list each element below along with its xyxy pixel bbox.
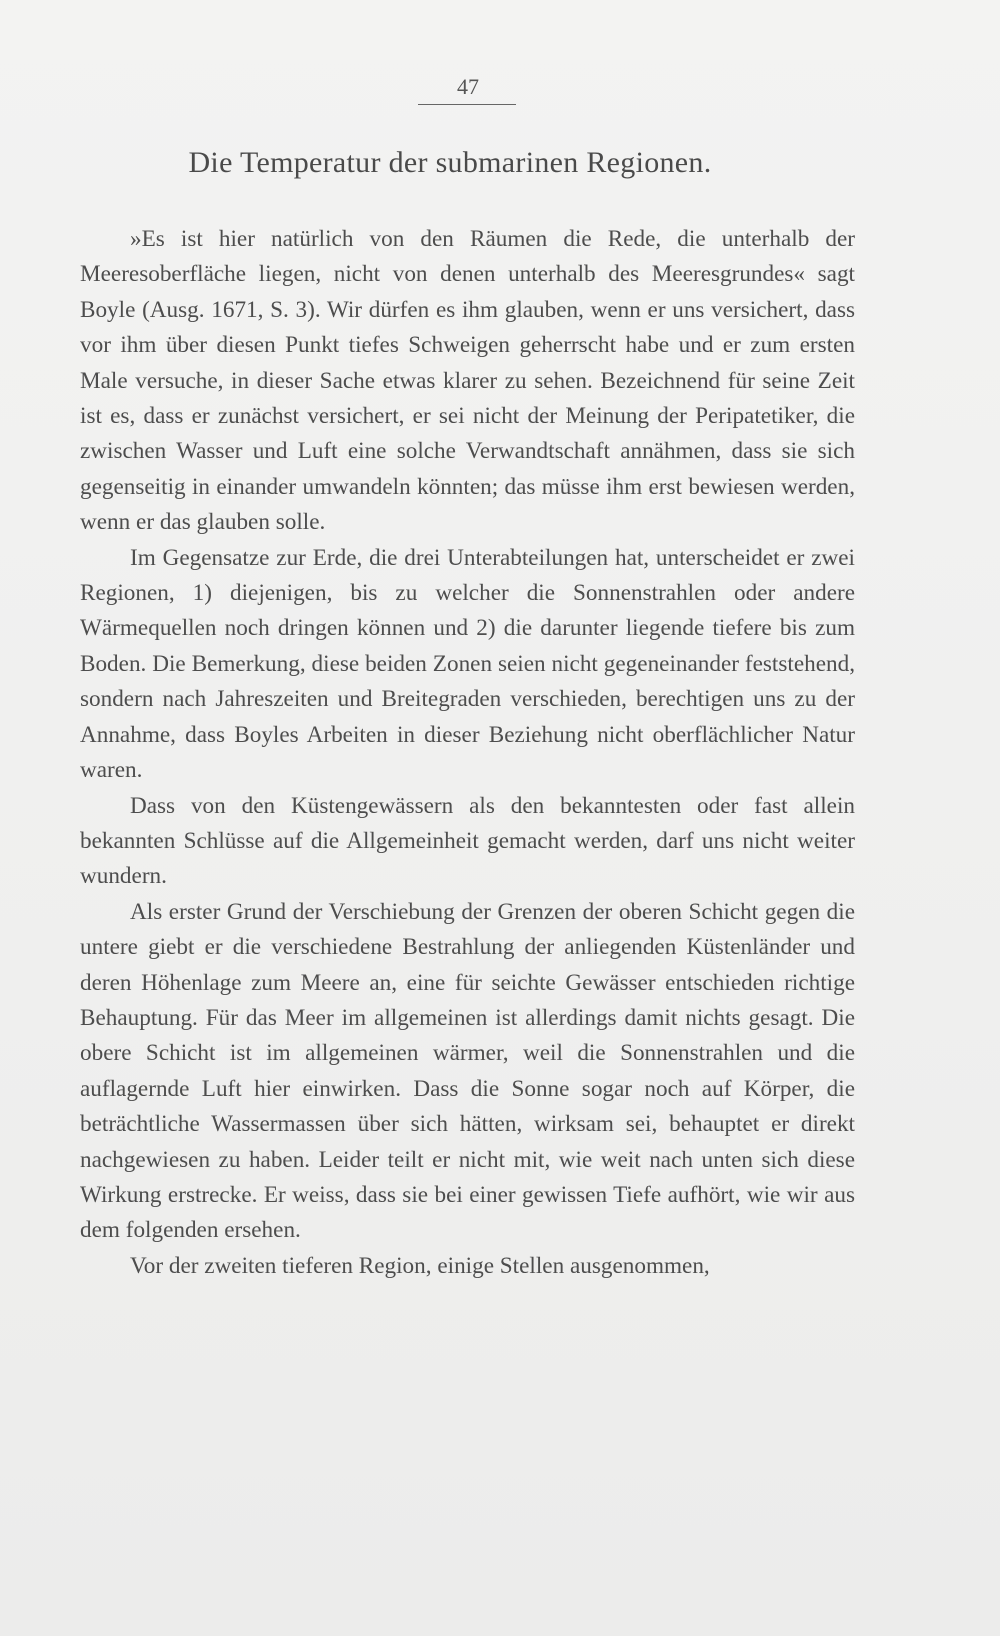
paragraph: Im Gegensatze zur Erde, die drei Unterabteilungen hat, unterscheidet er zwei Regionen, 1) diejenigen, bis zu welcher die Sonnenstrahlen oder andere Wärmequellen noch dringen können und 2) die darunter liegende tiefere bis zum Boden. Die Bemerkung, diese beiden Zonen seien nicht gegeneinander feststehend, sondern nach Jahreszeiten und Breitegraden verschieden, berechtigen uns zu der Annahme, dass Boyles Arbeiten in dieser Beziehung nicht oberflächlicher Natur waren. bbox=[80, 544, 855, 784]
paragraph: »Es ist hier natürlich von den Räumen die Rede, die unterhalb der Meeresoberfläche liegen, nicht von denen unterhalb des Meeresgrundes« sagt Boyle (Ausg. 1671, S. 3). Wir dürfen es ihm glauben, wenn er uns versichert, dass vor ihm über diesen Punkt tiefes Schweigen geherrscht habe und er zum ersten Male versuche, in dieser Sache etwas klarer zu sehen. Bezeichnend für seine Zeit ist es, dass er zunächst versichert, er sei nicht der Meinung der Peripatetiker, die zwischen Wasser und Luft eine solche Verwandtschaft annähmen, dass sie sich gegenseitig in einander umwandeln könnten; das müsse ihm erst bewiesen werden, wenn er das glauben solle. bbox=[80, 226, 855, 536]
body-text bbox=[80, 222, 855, 1284]
paragraph: Dass von den Küstengewässern als den bekanntesten oder fast allein bekannten Schlüsse auf die Allgemeinheit gemacht werden, darf uns nicht weiter wundern. bbox=[80, 792, 855, 890]
page-number: 47 bbox=[457, 74, 479, 99]
chapter-heading: Die Temperatur der submarinen Regionen. bbox=[188, 146, 712, 179]
paragraph: Vor der zweiten tieferen Region, einige Stellen ausgenommen, bbox=[130, 1252, 710, 1279]
page-number-rule bbox=[418, 104, 516, 105]
paragraph: Als erster Grund der Verschiebung der Grenzen der oberen Schicht gegen die untere giebt er die verschiedene Bestrahlung der anliegenden Küstenländer und deren Höhenlage zum Meere an, eine für seichte Gewässer entschieden richtige Behauptung. Für das Meer im allgemeinen ist allerdings damit nichts gesagt. Die obere Schicht ist im allgemeinen wärmer, weil die Sonnenstrahlen und die auflagernde Luft hier einwirken. Dass die Sonne sogar noch auf Körper, die beträchtliche Wassermassen über sich hätten, wirksam sei, behauptet er direkt nachgewiesen zu haben. Leider teilt er nicht mit, wie weit nach unten sich diese Wirkung erstrecke. Er weiss, dass sie bei einer gewissen Tiefe aufhört, wie wir aus dem folgenden ersehen. bbox=[80, 898, 855, 1244]
